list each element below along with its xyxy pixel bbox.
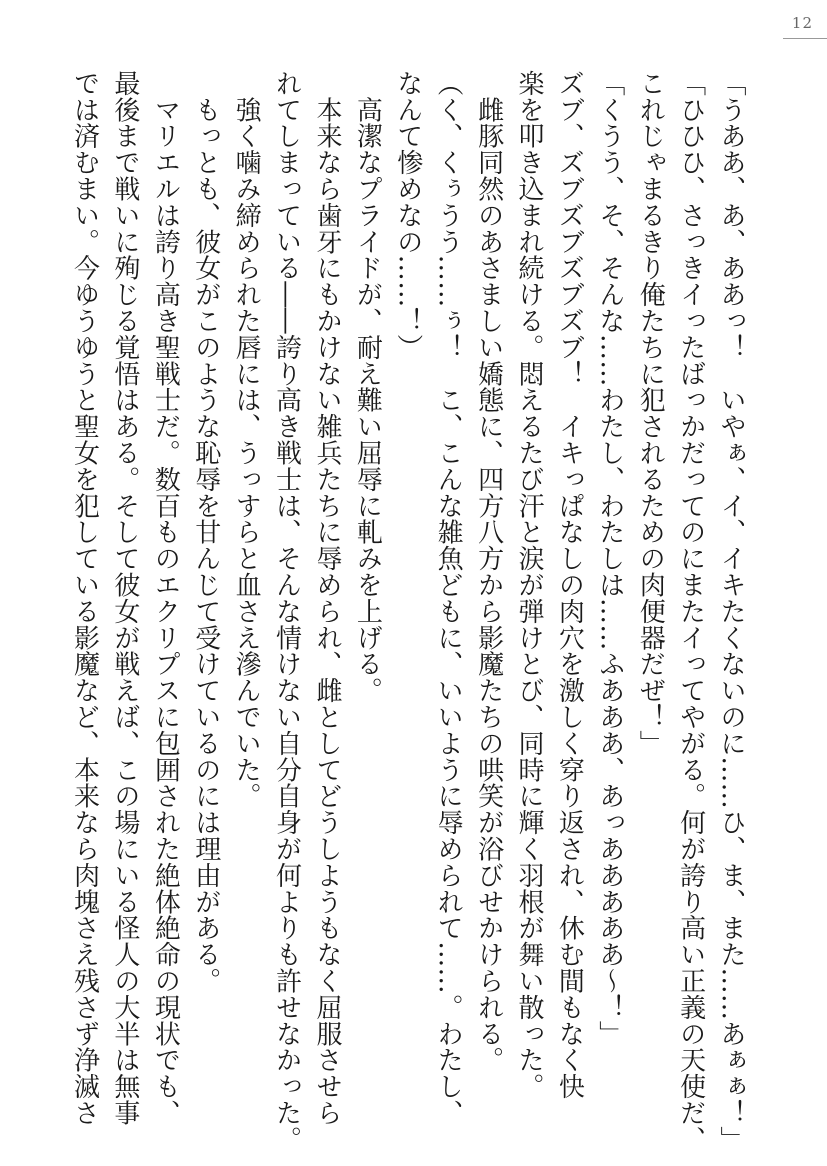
text-column: 本来なら歯牙にもかけない雑兵たちに辱められ、雌としてどうしようもなく屈服させら: [311, 70, 342, 1126]
text-column: 「ひひひ、さっきイったばっかだってのにまたイってやがる。何が誇り高い正義の天使だ、: [675, 70, 706, 1153]
text-column: 高潔なプライドが、耐え難い屈辱に軋みを上げる。: [352, 70, 383, 704]
text-column: 楽を叩き込まれ続ける。悶えるたび汗と涙が弾けとび、同時に輝く羽根が舞い散った。: [513, 70, 544, 1100]
text-column: もっとも、彼女がこのような恥辱を甘んじて受けているのには理由がある。: [190, 70, 221, 994]
text-column: 「くうう、そ、そんな……わたし、わたしは……ふあああ、あっあああああ～！」: [594, 70, 625, 1047]
header-rule: [783, 38, 827, 39]
text-column: なんて惨めなの……！）: [392, 70, 423, 361]
text-column: マリエルは誇り高き聖戦士だ。数百ものエクリプスに包囲された絶体絶命の現状でも、: [150, 70, 181, 1126]
page-number: 12: [791, 14, 813, 32]
text-column: 強く噛み締められた唇には、うっすらと血さえ滲んでいた。: [231, 70, 262, 810]
text-column: （く、くぅうう……ぅ！ こ、こんな雑魚どもに、いいように辱められて……。わたし、: [433, 70, 464, 1126]
text-column: これじゃまるきり俺たちに犯されるための肉便器だぜ！」: [635, 70, 666, 757]
text-column: 雌豚同然のあさましい嬌態に、四方八方から影魔たちの哄笑が浴びせかけられる。: [473, 70, 504, 1074]
text-column: では済むまい。今ゆうゆうと聖女を犯している影魔など、本来なら肉塊さえ残さず浄滅さ: [69, 70, 100, 1126]
text-column: れてしまっている――誇り高き戦士は、そんな情けない自分自身が何よりも許せなかった。: [271, 70, 302, 1153]
text-column: 最後まで戦いに殉じる覚悟はある。そして彼女が戦えば、この場にいる怪人の大半は無事: [109, 70, 140, 1126]
body-text: [64, 70, 751, 1153]
text-column: 「うああ、あ、ああっ！ いやぁ、イ、イキたくないのに……ひ、ま、また……あぁぁ！」: [716, 70, 746, 1153]
text-column: ズブ、ズブズブズブズブ！ イキっぱなしの肉穴を激しく穿り返され、休む間もなく快: [554, 70, 585, 1100]
